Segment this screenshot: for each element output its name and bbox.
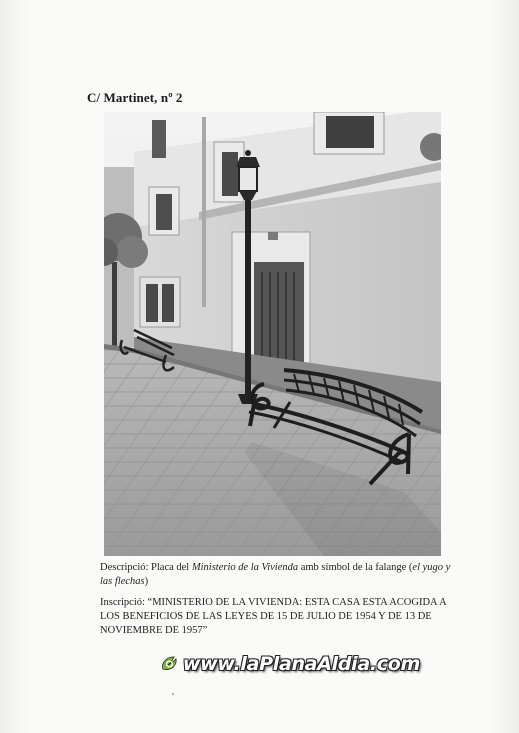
description-text-a: Placa del	[148, 562, 192, 573]
description-symbol: el yugo y las flechas	[100, 562, 451, 587]
street-photo	[104, 112, 441, 556]
speck	[172, 693, 174, 695]
inscription-text: “MINISTERIO DE LA VIVIENDA: ESTA CASA ESTA ACOGIDA A LOS BENEFICIOS DE LAS LEYES DE 15 DE JULIO DE 1954 Y DE 13 DE NOVIEMBRE DE 1957”	[100, 597, 447, 636]
description-label: Descripció:	[100, 562, 149, 573]
photo-inscription	[100, 596, 452, 638]
laplana-logo-icon	[160, 645, 179, 683]
description-ministry: Ministerio de la Vivienda	[191, 562, 299, 573]
page-heading: C/ Martinet, nº 2	[87, 90, 183, 105]
photo-description	[100, 561, 452, 589]
inscription-label: Inscripció:	[100, 597, 145, 608]
watermark-text: www.laPlanaAldia.com	[182, 653, 420, 675]
description-text-b: amb símbol de la falange (	[298, 562, 413, 573]
description-text-c: )	[144, 576, 149, 587]
watermark-logo	[160, 645, 420, 683]
